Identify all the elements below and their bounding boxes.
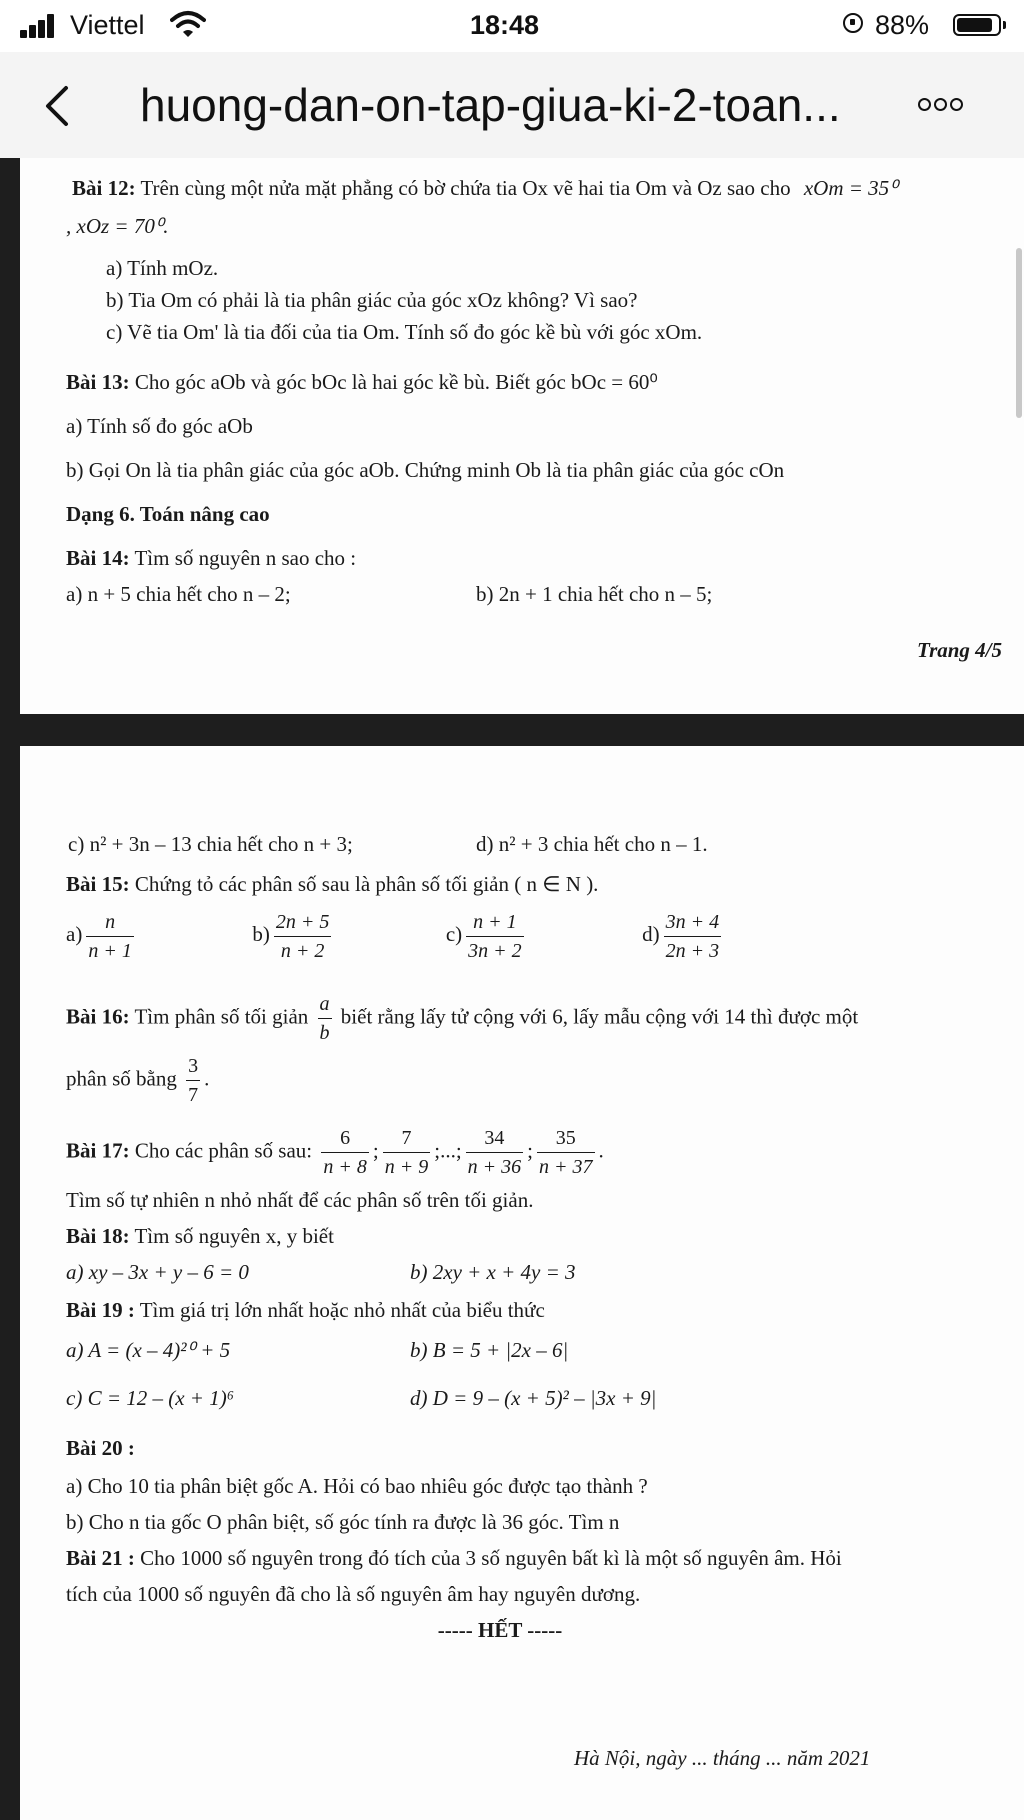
exercise-21-heading: Bài 21 : Cho 1000 số nguyên trong đó tích của 3 số nguyên bất kì là một số nguyên âm. Hỏi bbox=[66, 1546, 842, 1570]
more-dots-icon[interactable] bbox=[918, 98, 966, 116]
page-number: Trang 4/5 bbox=[917, 638, 1002, 662]
exercise-15-item-b: b) $\frac{2n + 5}{n + 2}$ bbox=[252, 911, 330, 962]
exercise-13-b: b) Gọi On là tia phân giác của góc aOb. Chứng minh Ob là tia phân giác của góc cOn bbox=[66, 458, 785, 482]
exercise-19-a: a) A = (x – 4)²⁰ + 5 bbox=[66, 1338, 231, 1362]
signal-icon bbox=[20, 14, 56, 38]
navigation-bar bbox=[0, 52, 1024, 158]
exercise-12-c: c) Vẽ tia Om' là tia đối của tia Om. Tính số đo góc kề bù với góc xOm. bbox=[106, 320, 703, 344]
battery-level bbox=[957, 18, 992, 32]
exercise-21-line2: tích của 1000 số nguyên đã cho là số nguyên âm hay nguyên dương. bbox=[66, 1582, 641, 1606]
document-page-4 bbox=[20, 158, 1024, 714]
place-date: Hà Nội, ngày ... tháng ... năm 2021 bbox=[574, 1746, 871, 1770]
exercise-14-b: b) 2n + 1 chia hết cho n – 5; bbox=[476, 582, 713, 606]
document-title: huong-dan-on-tap-giua-ki-2-toan... bbox=[140, 79, 841, 131]
exercise-14-c: c) n² + 3n – 13 chia hết cho n + 3; bbox=[68, 832, 353, 856]
carrier-name: Viettel bbox=[70, 10, 145, 40]
section-heading: Dạng 6. Toán nâng cao bbox=[66, 502, 270, 526]
exercise-15-heading: Bài 15: Chứng tỏ các phân số sau là phân số tối giản ( n ∈ N ). bbox=[66, 872, 599, 896]
exercise-17-line2: Tìm số tự nhiên n nhỏ nhất để các phân số trên tối giản. bbox=[66, 1188, 534, 1212]
exercise-14-a: a) n + 5 chia hết cho n – 2; bbox=[66, 582, 291, 606]
document-viewer[interactable] bbox=[0, 158, 1024, 1820]
exercise-19-d: d) D = 9 – (x + 5)² – |3x + 9| bbox=[410, 1386, 657, 1410]
end-marker: ----- HẾT ----- bbox=[437, 1618, 563, 1642]
exercise-15-item-a: a) $\frac{n}{n + 1}$ bbox=[66, 911, 132, 962]
exercise-19-heading: Bài 19 : Tìm giá trị lớn nhất hoặc nhỏ nhất của biểu thức bbox=[66, 1298, 545, 1322]
exercise-13-a: a) Tính số đo góc aOb bbox=[66, 414, 253, 438]
scrollbar-thumb[interactable] bbox=[1016, 248, 1022, 418]
exercise-18-heading: Bài 18: Tìm số nguyên x, y biết bbox=[66, 1224, 334, 1248]
wifi-icon bbox=[170, 10, 206, 38]
exercise-14-heading: Bài 14: Tìm số nguyên n sao cho : bbox=[66, 546, 357, 570]
status-bar bbox=[0, 0, 1024, 52]
exercise-18-a: a) xy – 3x + y – 6 = 0 bbox=[66, 1260, 249, 1284]
exercise-15-item-c: c) $\frac{n + 1}{3n + 2}$ bbox=[445, 911, 522, 962]
exercise-12-b: b) Tia Om có phải là tia phân giác của góc xOz không? Vì sao? bbox=[106, 288, 638, 312]
exercise-12-heading: Bài 12: Trên cùng một nửa mặt phẳng có bờ chứa tia Ox vẽ hai tia Om và Oz sao cho xOm = 35⁰ bbox=[72, 176, 898, 200]
battery-percentage: 88% bbox=[875, 10, 930, 40]
clock: 18:48 bbox=[470, 10, 540, 40]
back-chevron-icon[interactable] bbox=[40, 84, 80, 128]
orientation-lock-icon bbox=[843, 13, 863, 33]
exercise-16-line2: phân số bằng $\frac{3}{7}$ . bbox=[66, 1055, 210, 1106]
exercise-14-d: d) n² + 3 chia hết cho n – 1. bbox=[476, 832, 708, 856]
exercise-16-heading: Bài 16: Tìm phân số tối giản $\frac{a}{b}$ biết rằng lấy tử cộng với 6, lấy mẫu cộng với 14 thì được một bbox=[66, 993, 859, 1044]
exercise-15-fracs bbox=[66, 910, 725, 963]
exercise-15-item-d: d) $\frac{3n + 4}{2n + 3}$ bbox=[642, 911, 720, 962]
exercise-19-b: b) B = 5 + |2x – 6| bbox=[410, 1338, 569, 1362]
document-page-5 bbox=[20, 746, 1024, 1820]
exercise-17-heading: Bài 17: Cho các phân số sau: $\frac{6}{n + 8}$ ; $\frac{7}{n + 9}$ ;...; $\frac{34}{n + 36}$ ; $\frac{35}{n + 37}$ . bbox=[66, 1127, 604, 1178]
exercise-13-heading: Bài 13: Cho góc aOb và góc bOc là hai góc kề bù. Biết góc bOc = 60⁰ bbox=[66, 370, 658, 394]
exercise-12-line2: , xOz = 70⁰. bbox=[66, 214, 169, 238]
exercise-20-a: a) Cho 10 tia phân biệt gốc A. Hỏi có bao nhiêu góc được tạo thành ? bbox=[66, 1474, 648, 1498]
exercise-12-a: a) Tính mOz. bbox=[106, 256, 219, 280]
exercise-18-b: b) 2xy + x + 4y = 3 bbox=[410, 1260, 576, 1284]
exercise-19-c: c) C = 12 – (x + 1)⁶ bbox=[66, 1386, 235, 1410]
exercise-20-b: b) Cho n tia gốc O phân biệt, số góc tính ra được là 36 góc. Tìm n bbox=[66, 1510, 620, 1534]
battery-icon bbox=[953, 14, 1001, 36]
exercise-20-heading: Bài 20 : bbox=[66, 1436, 135, 1460]
